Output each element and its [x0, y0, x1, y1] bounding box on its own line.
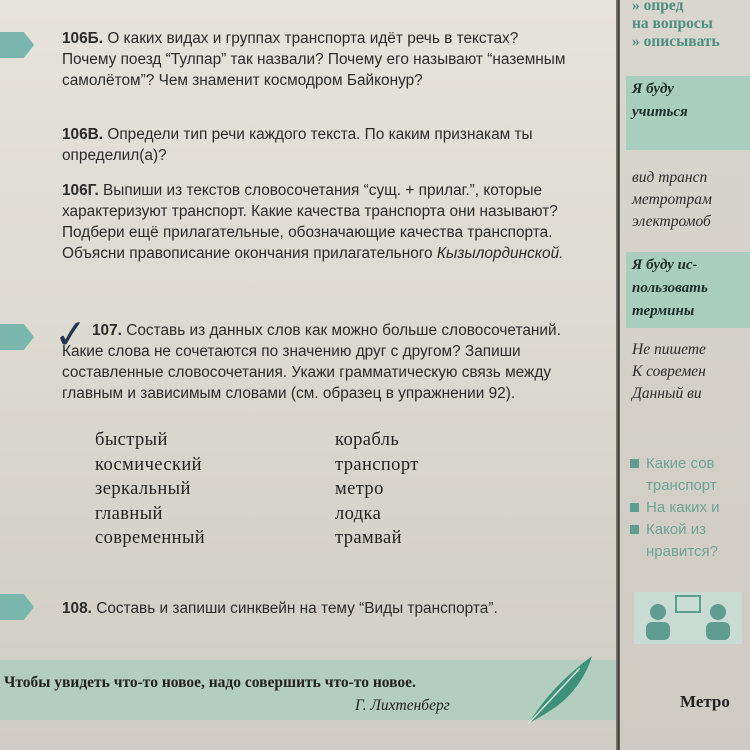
side-question: Какие сов — [630, 454, 715, 474]
exercise-107-text: Составь из данных слов как можно больше словосочетаний. Какие слова не сочетаются по значению друг с другом? Запиши составленные словосочетания. Укажи грамматическую связь между главным и зависимым словами (см. образец в упражнении 92). — [62, 322, 561, 402]
noun-word: метро — [335, 479, 384, 500]
side-goal-box — [626, 76, 750, 150]
checkmark-icon: ✓ — [52, 310, 90, 360]
exercise-106b — [62, 28, 572, 91]
side-terms-line: пользовать — [632, 280, 708, 296]
side-question: На каких и — [630, 498, 720, 518]
exercise-108-text: Составь и запиши синквейн на тему “Виды транспорта”. — [96, 600, 498, 617]
side-terms-line: термины — [632, 303, 695, 319]
side-question: Какой из — [630, 520, 706, 540]
side-goal-line: Я буду — [632, 81, 674, 97]
exercise-108 — [62, 598, 572, 619]
exercise-107 — [62, 320, 572, 404]
side-goal-line: учиться — [632, 104, 688, 120]
side-italic-line: электромоб — [632, 213, 711, 230]
side-italic-line: Данный ви — [632, 385, 702, 402]
adjective-word: космический — [95, 454, 202, 475]
exercise-106v — [62, 124, 572, 166]
side-italic-line: К современ — [632, 363, 706, 380]
side-page — [620, 0, 750, 750]
exercise-108-number: 108. — [62, 600, 92, 617]
exercise-106b-text: О каких видах и группах транспорта идёт речь в текстах? Почему поезд “Тулпар” так назвали? Почему его называют “наземным самолётом”? Чем знаменит космодром Байконур? — [62, 30, 566, 89]
exercise-106g-text: Выпиши из текстов словосочетания “сущ. + прилаг.”, которые характеризуют транспорт. Какие качества транспорта они называют? Подбери ещё прилагательные, обозначающие качества транспорта. Объясни правописание окончания прилагательного — [62, 182, 558, 262]
noun-word: трамвай — [335, 528, 402, 549]
noun-column — [335, 428, 419, 551]
side-question: транспорт — [646, 477, 717, 494]
side-terms-line: Я буду ис- — [632, 257, 698, 273]
exercise-106g — [62, 180, 572, 264]
side-question: нравится? — [646, 543, 718, 560]
side-bottom-word: Метро — [680, 692, 730, 711]
adjective-word: главный — [95, 503, 163, 524]
side-italic-line: Не пишете — [632, 341, 706, 358]
feather-icon — [520, 650, 600, 730]
people-discussion-icon — [628, 588, 748, 648]
adjective-word: быстрый — [95, 430, 168, 450]
exercise-107-number: 107. — [92, 322, 122, 339]
quote-author: Г. Лихтенберг — [355, 697, 450, 714]
side-italic-line: метротрам — [632, 191, 712, 208]
adjective-word: зеркальный — [95, 479, 191, 500]
exercise-marker-108 — [0, 594, 34, 620]
noun-word: лодка — [335, 503, 382, 524]
exercise-marker-106b — [0, 32, 34, 58]
quote-text: Чтобы увидеть что-то новое, надо совершить что-то новое. — [4, 674, 416, 691]
exercise-106b-number: 106Б. — [62, 30, 104, 47]
bullet-icon — [630, 525, 639, 534]
side-top-line: » опред — [632, 0, 684, 14]
side-top-line: » описывать — [632, 33, 720, 50]
exercise-marker-107 — [0, 324, 34, 350]
adjective-word: современный — [95, 528, 206, 549]
noun-word: корабль — [335, 430, 400, 450]
side-italic-line: вид трансп — [632, 169, 708, 186]
exercise-106g-number: 106Г. — [62, 182, 99, 199]
exercise-106g-word: Кызылординской. — [436, 245, 564, 262]
side-top-line: на вопросы — [632, 15, 713, 32]
exercise-106v-text: Определи тип речи каждого текста. По каким признакам ты определил(а)? — [62, 126, 533, 164]
exercise-106v-number: 106В. — [62, 126, 104, 143]
side-terms-box — [626, 252, 750, 328]
bullet-icon — [630, 503, 639, 512]
noun-word: транспорт — [335, 454, 419, 475]
bullet-icon — [630, 459, 639, 468]
adjective-column — [95, 428, 205, 551]
